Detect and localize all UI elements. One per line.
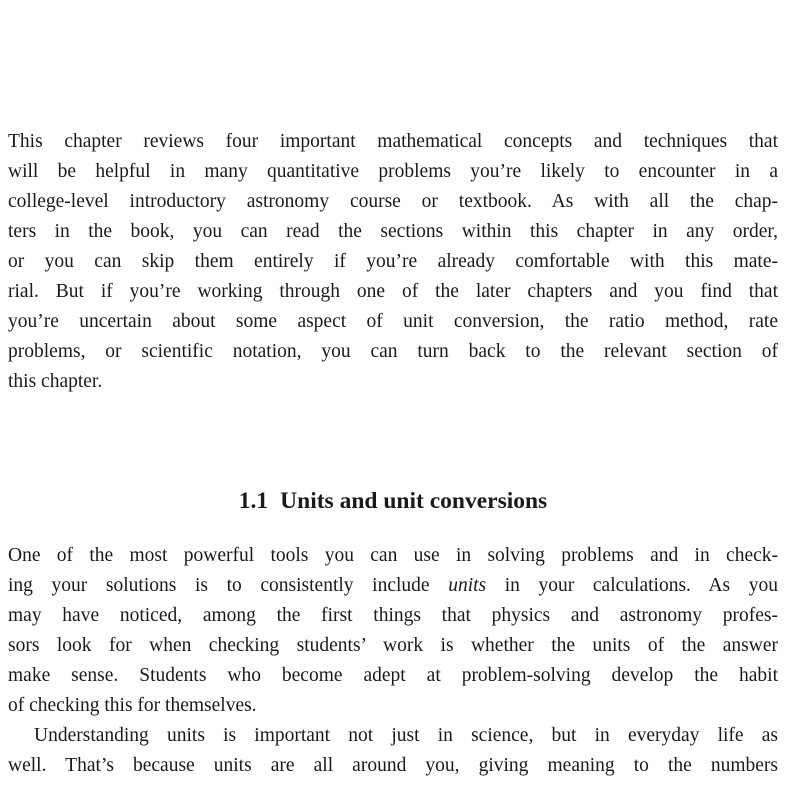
body-text: ing your solutions is to consistently include: [8, 575, 449, 596]
intro-line: this chapter.: [8, 371, 103, 392]
body-line: sors look for when checking students’ work is whether the units of the answer: [8, 635, 778, 656]
body-line: of checking this for themselves.: [8, 695, 257, 716]
intro-line: college-level introductory astronomy course or textbook. As with all the chap-: [8, 191, 778, 212]
emphasis-units: units: [448, 575, 487, 596]
intro-line: ters in the book, you can read the sections within this chapter in any order,: [8, 221, 778, 242]
intro-line: This chapter reviews four important mathematical concepts and techniques that: [8, 131, 778, 152]
section-number: 1.1: [238, 488, 269, 514]
intro-line: problems, or scientific notation, you can turn back to the relevant section of: [8, 341, 778, 362]
intro-line: or you can skip them entirely if you’re already comfortable with this mate-: [8, 251, 778, 272]
intro-line: you’re uncertain about some aspect of unit conversion, the ratio method, rate: [8, 311, 778, 332]
body-line: may have noticed, among the first things that physics and astronomy profes-: [8, 605, 778, 626]
intro-line: rial. But if you’re working through one of the later chapters and you find that: [8, 281, 778, 302]
body-line: Understanding units is important not just in science, but in everyday life as: [34, 725, 778, 746]
body-line: make sense. Students who become adept at problem-solving develop the habit: [8, 665, 778, 686]
intro-line: will be helpful in many quantitative problems you’re likely to encounter in a: [8, 161, 778, 182]
body-text: in your calculations. As you: [486, 575, 778, 596]
body-line: well. That’s because units are all around you, giving meaning to the numbers: [8, 755, 778, 776]
body-line: [8, 574, 778, 598]
section-title: Units and unit conversions: [280, 488, 548, 514]
body-line: One of the most powerful tools you can use in solving problems and in check-: [8, 545, 778, 566]
section-heading: [0, 486, 786, 516]
